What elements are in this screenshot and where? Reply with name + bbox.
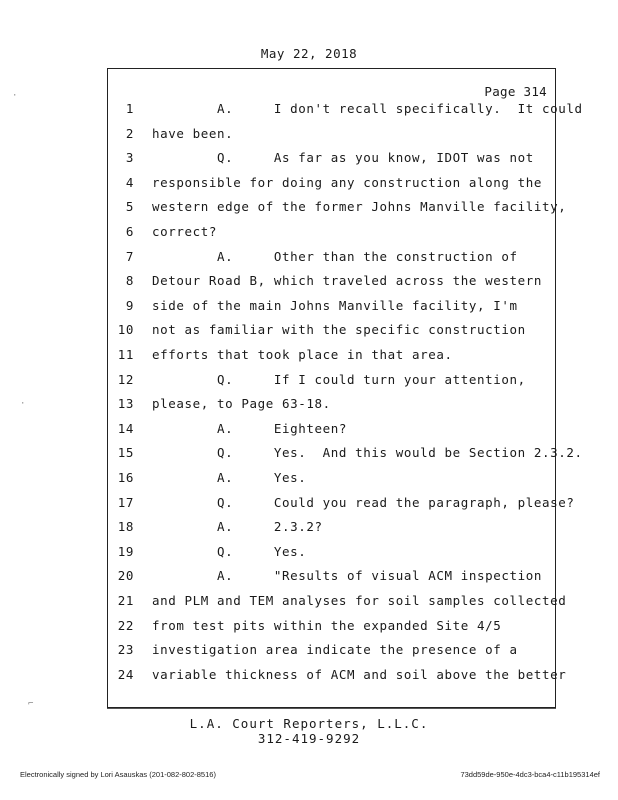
line-text: A. "Results of visual ACM inspection <box>152 568 543 584</box>
transcript-line <box>0 421 618 445</box>
line-text: A. Yes. <box>152 470 307 485</box>
frame-bottom-rule <box>107 708 556 709</box>
transcript-line <box>0 150 618 174</box>
line-text: Detour Road B, which traveled across the western <box>152 273 543 289</box>
transcript-line <box>0 396 618 420</box>
line-number: 23 <box>117 642 134 658</box>
line-number: 22 <box>117 617 134 633</box>
transcript-line <box>0 642 618 666</box>
line-text: Q. Yes. <box>152 543 307 559</box>
scan-speck: · <box>20 399 26 409</box>
line-text: side of the main Johns Manville facility, I'm <box>152 297 518 313</box>
line-text: from test pits within the expanded Site 4/5 <box>152 617 502 633</box>
transcript-line <box>0 618 618 642</box>
transcript-line <box>0 126 618 150</box>
line-number: 24 <box>117 666 134 682</box>
line-number: 19 <box>117 543 134 559</box>
line-number: 18 <box>117 519 134 535</box>
transcript-line <box>0 470 618 494</box>
electronic-signature-note: Electronically signed by Lori Asauskas (201-082-802-8516) <box>20 770 216 779</box>
line-number: 4 <box>125 174 134 190</box>
transcript-line <box>0 249 618 273</box>
line-text: and PLM and TEM analyses for soil samples collected <box>152 593 567 608</box>
transcript-line <box>0 224 618 248</box>
line-number: 8 <box>125 273 134 289</box>
line-text: have been. <box>152 125 234 141</box>
line-text: investigation area indicate the presence of a <box>152 642 518 658</box>
transcript-line <box>0 347 618 371</box>
transcript-line <box>0 298 618 322</box>
line-text: please, to Page 63-18. <box>152 396 331 412</box>
scan-speck: ⌐ <box>28 699 34 709</box>
line-number: 15 <box>117 445 134 461</box>
line-number: 5 <box>125 199 134 215</box>
line-number: 20 <box>117 568 134 584</box>
transcript-line <box>0 568 618 592</box>
court-reporter-company: L.A. Court Reporters, L.L.C. <box>189 716 429 731</box>
line-text: A. I don't recall specifically. It could <box>152 101 583 116</box>
line-number: 6 <box>125 224 134 239</box>
page-number: Page 314 <box>484 84 547 99</box>
line-text: Q. Yes. And this would be Section 2.3.2. <box>152 445 583 461</box>
transcript-line <box>0 593 618 617</box>
line-text: variable thickness of ACM and soil above the better <box>152 666 567 682</box>
transcript-line <box>0 544 618 568</box>
line-number: 10 <box>117 322 134 338</box>
line-text: efforts that took place in that area. <box>152 347 453 362</box>
line-number: 16 <box>117 470 134 485</box>
line-text: western edge of the former Johns Manville facility, <box>152 199 567 215</box>
line-number: 13 <box>117 396 134 412</box>
transcript-line <box>0 495 618 519</box>
transcript-line <box>0 519 618 543</box>
transcript-line <box>0 445 618 469</box>
transcript-line <box>0 199 618 223</box>
line-number: 9 <box>125 297 134 313</box>
transcript-line <box>0 175 618 199</box>
transcript-line <box>0 667 618 691</box>
line-number: 14 <box>117 420 134 436</box>
line-number: 3 <box>125 150 134 166</box>
scan-speck: · <box>12 91 18 101</box>
line-text: A. 2.3.2? <box>152 519 323 535</box>
line-number: 1 <box>125 101 134 116</box>
line-text: Q. Could you read the paragraph, please? <box>152 494 575 510</box>
line-number: 11 <box>117 347 134 362</box>
line-text: Q. As far as you know, IDOT was not <box>152 150 534 166</box>
line-text: Q. If I could turn your attention, <box>152 371 526 387</box>
line-number: 2 <box>125 125 134 141</box>
transcript-line <box>0 273 618 297</box>
court-reporter-phone: 312-419-9292 <box>257 731 361 746</box>
deposition-date: May 22, 2018 <box>260 46 358 61</box>
line-number: 12 <box>117 371 134 387</box>
document-hash: 73dd59de-950e-4dc3-bca4-c11b195314ef <box>460 770 600 779</box>
line-number: 21 <box>117 593 134 608</box>
line-text: responsible for doing any construction along the <box>152 174 543 190</box>
line-text: A. Other than the construction of <box>152 248 518 264</box>
transcript-line <box>0 372 618 396</box>
transcript-line <box>0 322 618 346</box>
line-text: correct? <box>152 224 218 239</box>
line-text: not as familiar with the specific construction <box>152 322 526 338</box>
line-number: 7 <box>125 248 134 264</box>
line-text: A. Eighteen? <box>152 420 348 436</box>
line-number: 17 <box>117 494 134 510</box>
transcript-line <box>0 101 618 125</box>
